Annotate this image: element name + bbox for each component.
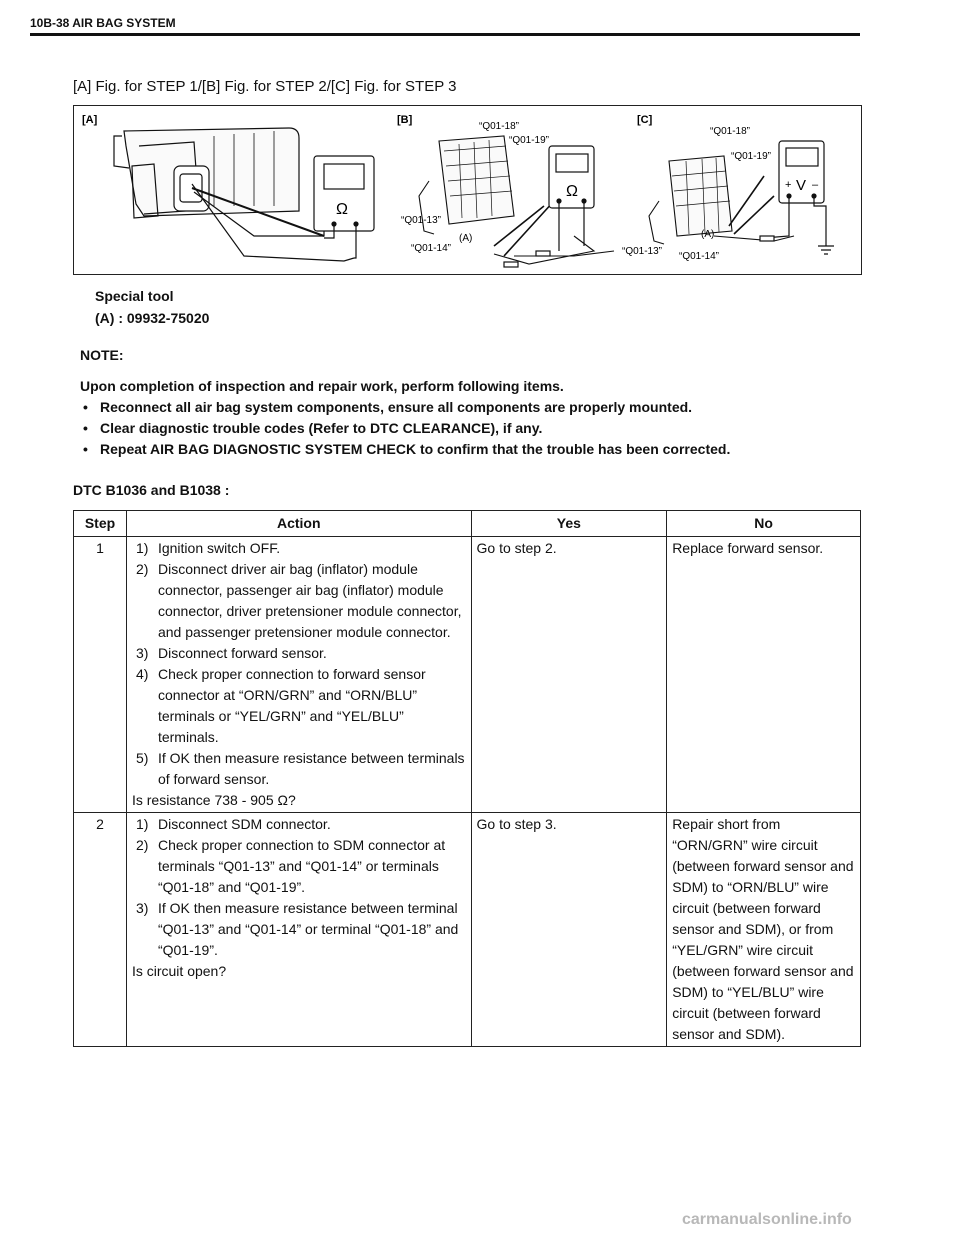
panel-a-ohm-symbol: Ω [336, 201, 348, 218]
panel-label-a: [A] [82, 114, 98, 126]
watermark: carmanualsonline.info [682, 1211, 852, 1228]
special-tool-label: Special tool [95, 288, 174, 304]
dtc-title: DTC B1036 and B1038 : [73, 482, 230, 498]
column-header-yes: Yes [471, 511, 667, 537]
step-number: 1 [74, 537, 127, 813]
panel-b-ohm-symbol: Ω [566, 183, 578, 200]
action-item: 3) If OK then measure resistance between terminal “Q01-13” and “Q01-14” or terminal “Q01-18” and “Q01-19”. [135, 900, 459, 958]
panel-label-c: [C] [637, 114, 653, 126]
panel-c-plus-symbol: + [785, 179, 792, 191]
special-tool-value: (A) : 09932-75020 [95, 310, 210, 326]
note-item: • Clear diagnostic trouble codes (Refer to DTC CLEARANCE), if any. [80, 418, 860, 439]
yes-cell: Go to step 2. [471, 537, 667, 813]
table-header-row [74, 511, 861, 537]
column-header-step: Step [74, 511, 127, 537]
panel-c-volt-symbol: V [796, 177, 807, 194]
panel-b-q14-label: “Q01-14” [411, 243, 452, 254]
dtc-table [73, 510, 861, 1047]
note-list [80, 397, 860, 460]
action-item: 2) Disconnect driver air bag (inflator) module connector, passenger air bag (inflator) module connector, driver pretensioner module connector, and passenger pretensioner module connector. [135, 561, 462, 640]
panel-b-q19-label: “Q01-19” [509, 135, 550, 146]
step-number: 2 [74, 813, 127, 1047]
panel-c-voltmeter [760, 141, 834, 254]
panel-label-b: [B] [397, 114, 413, 126]
action-item: 2) Check proper connection to SDM connector at terminals “Q01-13” and “Q01-14” or terminals “Q01-18” and “Q01-19”. [135, 837, 446, 895]
figure-illustration [73, 105, 862, 275]
action-item: 4) Check proper connection to forward sensor connector at “ORN/GRN” and “ORN/BLU” terminals or “YEL/GRN” and “YEL/BLU” terminals. [135, 666, 426, 745]
panel-c-q18-label: “Q01-18” [710, 126, 751, 137]
note-block [80, 345, 860, 460]
panel-c-q19-label: “Q01-19” [731, 151, 772, 162]
table-row [74, 537, 861, 813]
action-item: 3) Disconnect forward sensor. [135, 645, 327, 661]
panel-b-q13-label: “Q01-13” [401, 215, 442, 226]
page-header: 10B-38 AIR BAG SYSTEM [30, 16, 176, 30]
action-item: 5) If OK then measure resistance between terminals of forward sensor. [135, 750, 465, 787]
note-item: • Repeat AIR BAG DIAGNOSTIC SYSTEM CHECK to confirm that the trouble has been corrected. [80, 439, 860, 460]
no-cell: Repair short from “ORN/GRN” wire circuit (between forward sensor and SDM) to “ORN/BLU” wire circuit (between forward sensor and SDM), or from “YEL/GRN” wire circuit (between forward sensor and SDM) to “YEL/BLU” wire circuit (between forward sensor and SDM). [667, 813, 861, 1047]
action-question: Is circuit open? [131, 963, 227, 979]
panel-b-tool-label: (A) [459, 233, 473, 244]
panel-b-ohmmeter [504, 146, 594, 267]
action-item: 1) Ignition switch OFF. [135, 540, 281, 556]
note-title: NOTE: [80, 347, 124, 363]
panel-c-minus-symbol: – [812, 179, 819, 191]
note-item: • Reconnect all air bag system components, ensure all components are properly mounted. [80, 397, 860, 418]
panel-b-q18-label: “Q01-18” [479, 121, 520, 132]
panel-c-tool-label: (A) [701, 229, 715, 240]
header-rule [30, 33, 860, 36]
no-cell: Replace forward sensor. [667, 537, 861, 813]
panel-c-q14-label: “Q01-14” [679, 251, 720, 262]
note-intro: Upon completion of inspection and repair work, perform following items. [80, 378, 564, 394]
column-header-no: No [667, 511, 861, 537]
table-row [74, 813, 861, 1047]
action-cell [126, 813, 471, 1047]
action-item: 1) Disconnect SDM connector. [135, 816, 331, 832]
action-question: Is resistance 738 - 905 Ω? [131, 792, 296, 808]
panel-c-q13-label: “Q01-13” [622, 246, 663, 257]
figure-caption: [A] Fig. for STEP 1/[B] Fig. for STEP 2/[C] Fig. for STEP 3 [73, 78, 457, 95]
yes-cell: Go to step 3. [471, 813, 667, 1047]
action-cell [126, 537, 471, 813]
panel-c-drawing [649, 156, 794, 244]
special-tool-block [95, 285, 209, 329]
column-header-action: Action [126, 511, 471, 537]
